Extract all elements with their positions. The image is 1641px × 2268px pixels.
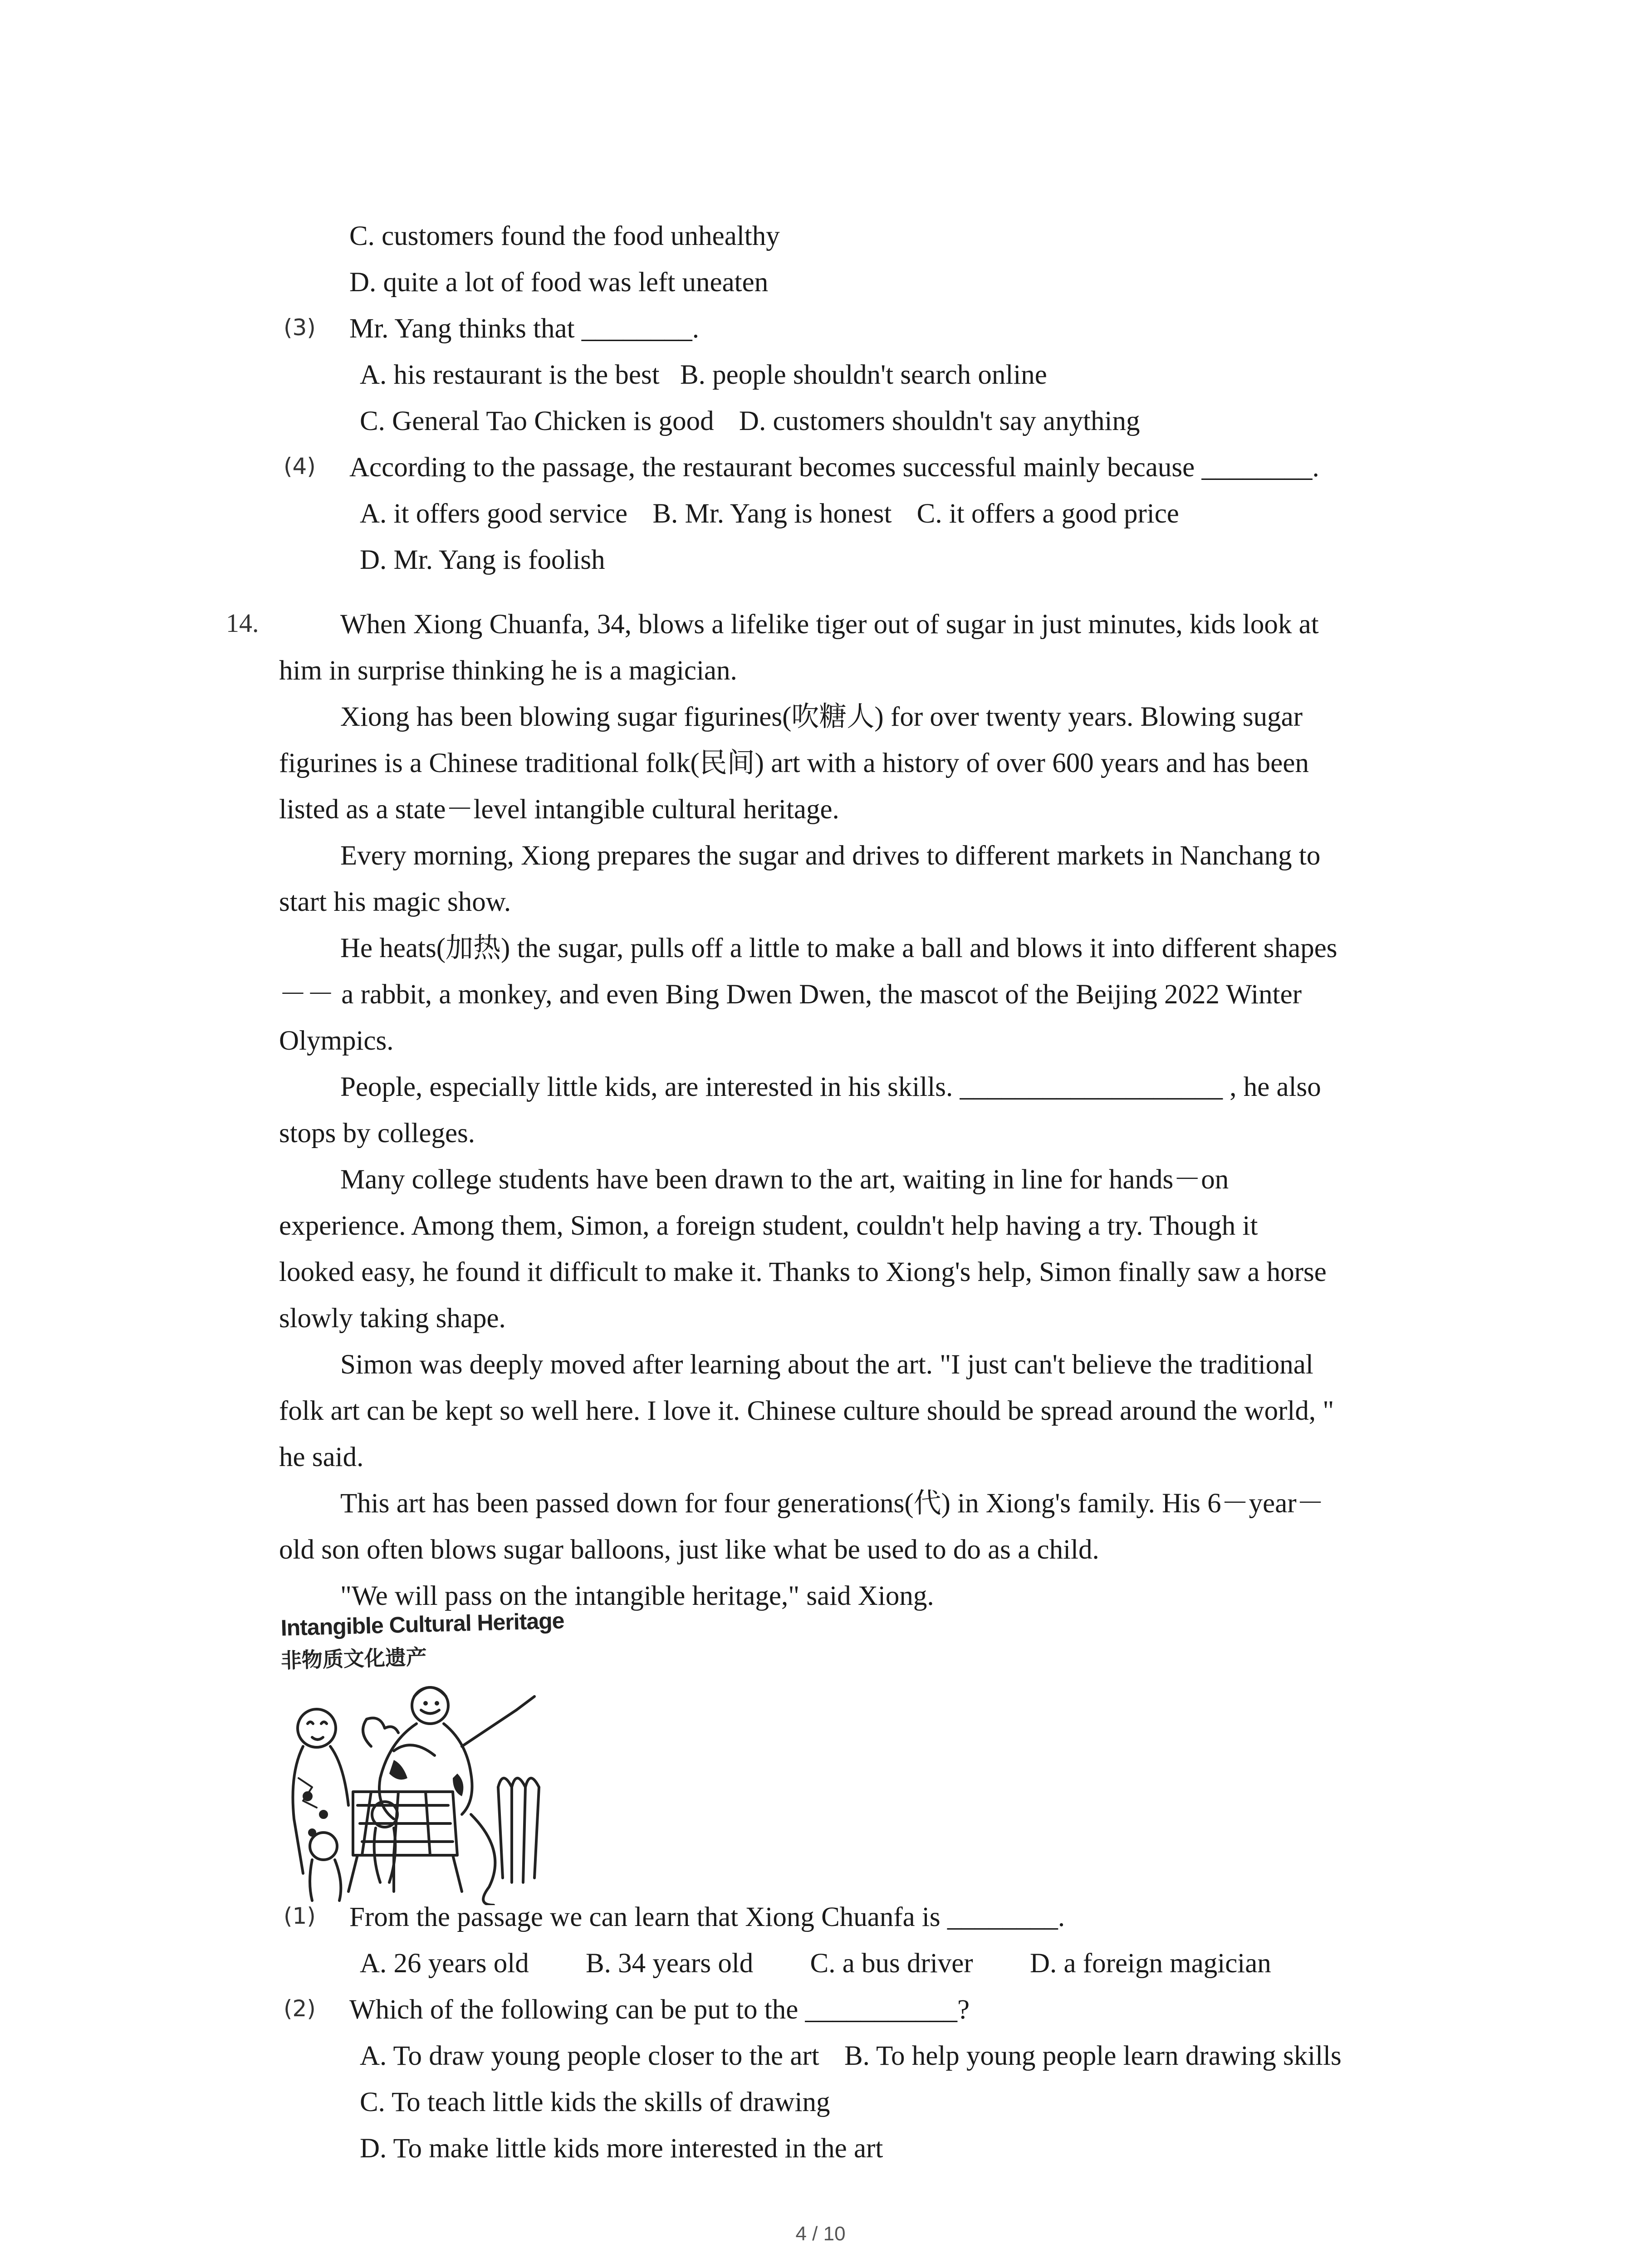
passage-line: start his magic show.: [279, 887, 511, 917]
options-row: [360, 543, 605, 578]
item-number: (3): [284, 314, 316, 341]
passage-line: stops by colleges.: [279, 1118, 475, 1149]
passage-line: He heats(加热) the sugar, pulls off a little to make a ball and blows it into different shapes: [340, 933, 1337, 963]
option-b: B. To help young people learn drawing skills: [844, 2041, 1342, 2071]
passage-line: old son often blows sugar balloons, just like what be used to do as a child.: [279, 1535, 1099, 1565]
passage-line: －－ a rabbit, a monkey, and even Bing Dwen Dwen, the mascot of the Beijing 2022 Winter: [279, 979, 1302, 1010]
option-a: A. To draw young people closer to the art: [360, 2041, 819, 2071]
option-a: A. his restaurant is the best: [360, 360, 660, 390]
option-d: D. To make little kids more interested in the art: [360, 2133, 883, 2164]
item-stem: According to the passage, the restaurant becomes successful mainly because ________.: [349, 452, 1319, 483]
options-row: [360, 2038, 1342, 2074]
passage-line: experience. Among them, Simon, a foreign student, couldn't help having a try. Though it: [279, 1211, 1258, 1241]
option-c-tail: C. customers found the food unhealthy: [349, 221, 780, 251]
passage-line: Simon was deeply moved after learning about the art. "I just can't believe the traditional: [340, 1349, 1313, 1380]
option-a: A. 26 years old: [360, 1948, 529, 1979]
item-stem: Mr. Yang thinks that ________.: [349, 313, 700, 344]
option-d: D. Mr. Yang is foolish: [360, 545, 605, 575]
option-c: C. it offers a good price: [916, 499, 1179, 529]
passage-line: People, especially little kids, are interested in his skills. ___________________ , he also: [340, 1072, 1321, 1102]
options-row: [360, 357, 1047, 393]
option-c: C. To teach little kids the skills of drawing: [360, 2087, 830, 2117]
option-d: D. customers shouldn't say anything: [739, 406, 1140, 436]
option-b: B. 34 years old: [585, 1948, 754, 1979]
passage-line: him in surprise thinking he is a magician.: [279, 655, 737, 686]
passage-line: Many college students have been drawn to the art, waiting in line for hands－on: [340, 1164, 1229, 1195]
item-number: (2): [284, 1995, 316, 2022]
passage-line: folk art can be kept so well here. I love it. Chinese culture should be spread around the world, ": [279, 1396, 1334, 1426]
options-row: [360, 496, 1179, 532]
item-stem: Which of the following can be put to the ___________?: [349, 1994, 970, 2025]
passage-line: figurines is a Chinese traditional folk(民间) art with a history of over 600 years and has been: [279, 748, 1309, 778]
passage-line: he said.: [279, 1442, 364, 1472]
item-number: (4): [284, 453, 316, 479]
passage-line: Xiong has been blowing sugar figurines(吹糖人) for over twenty years. Blowing sugar: [340, 702, 1303, 732]
option-b: B. Mr. Yang is honest: [652, 499, 892, 529]
option-a: A. it offers good service: [360, 499, 628, 529]
figure-caption-en: Intangible Cultural Heritage: [280, 1608, 565, 1641]
passage-line: listed as a state－level intangible cultural heritage.: [279, 794, 839, 825]
passage-line: Olympics.: [279, 1026, 394, 1056]
options-row: [360, 1946, 1271, 1981]
sugar-blowing-illustration: [280, 1678, 562, 1905]
question-number: 14.: [226, 608, 259, 638]
passage-line: Every morning, Xiong prepares the sugar and drives to different markets in Nanchang to: [340, 841, 1321, 871]
figure-caption-zh: 非物质文化遗产: [280, 1644, 427, 1673]
options-row: [360, 404, 1140, 439]
passage-line: looked easy, he found it difficult to make it. Thanks to Xiong's help, Simon finally saw a horse: [279, 1257, 1327, 1287]
option-c: C. a bus driver: [810, 1948, 973, 1979]
option-d: D. a foreign magician: [1029, 1948, 1271, 1979]
passage-line: When Xiong Chuanfa, 34, blows a lifelike tiger out of sugar in just minutes, kids look at: [340, 609, 1319, 640]
option-b: B. people shouldn't search online: [680, 360, 1047, 390]
item-stem: From the passage we can learn that Xiong Chuanfa is ________.: [349, 1902, 1065, 1932]
page-number: 4 / 10: [795, 2223, 846, 2245]
option-d-tail: D. quite a lot of food was left uneaten: [349, 267, 769, 298]
option-c: C. General Tao Chicken is good: [360, 406, 714, 436]
passage-line: "We will pass on the intangible heritage," said Xiong.: [340, 1581, 934, 1611]
passage-line: slowly taking shape.: [279, 1303, 506, 1334]
item-number: (1): [284, 1903, 316, 1929]
passage-line: This art has been passed down for four generations(代) in Xiong's family. His 6－year－: [340, 1488, 1324, 1519]
